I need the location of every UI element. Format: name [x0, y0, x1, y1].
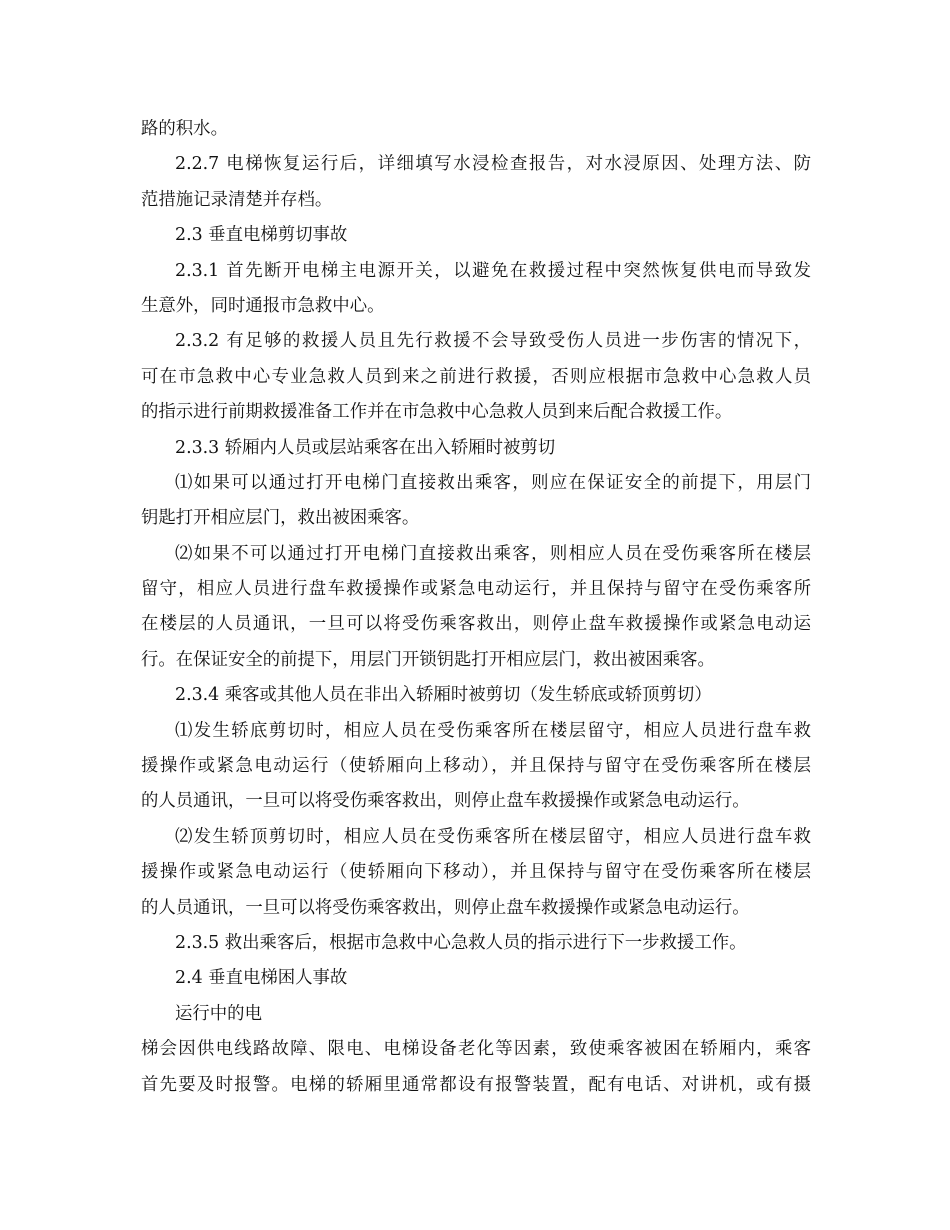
text-line: 在楼层的人员通讯，一旦可以将受伤乘客救出，则停止盘车救援操作或紧急电动运	[141, 614, 811, 635]
text-line: 范措施记录清楚并存档。	[141, 189, 333, 210]
text-line: 2.3.3 轿厢内人员或层站乘客在出入轿厢时被剪切	[175, 437, 556, 458]
text-line: 的人员通讯，一旦可以将受伤乘客救出，则停止盘车救援操作或紧急电动运行。	[141, 791, 750, 812]
text-line: 2.3.1 首先断开电梯主电源开关，以避免在救援过程中突然恢复供电而导致发	[175, 260, 811, 281]
text-line: 援操作或紧急电动运行（使轿厢向上移动），并且保持与留守在受伤乘客所在楼层	[141, 756, 811, 777]
text-line: 可在市急救中心专业急救人员到来之前进行救援，否则应根据市急救中心急救人员	[141, 366, 811, 387]
text-line: 梯会因供电线路故障、限电、电梯设备老化等因素，致使乘客被困在轿厢内，乘客	[141, 1039, 811, 1060]
text-line: 留守，相应人员进行盘车救援操作或紧急电动运行，并且保持与留守在受伤乘客所	[141, 579, 811, 600]
text-line: 2.3.4 乘客或其他人员在非出入轿厢时被剪切（发生轿底或轿顶剪切）	[175, 685, 712, 706]
text-line: 2.3.5 救出乘客后，根据市急救中心急救人员的指示进行下一步救援工作。	[175, 932, 747, 953]
text-line: ⑴发生轿底剪切时，相应人员在受伤乘客所在楼层留守，相应人员进行盘车救	[175, 720, 811, 741]
text-line: 路的积水。	[141, 119, 228, 139]
text-line: 运行中的电	[175, 1003, 262, 1024]
text-line: 钥匙打开相应层门，救出被困乘客。	[141, 508, 420, 529]
text-line: 的人员通讯，一旦可以将受伤乘客救出，则停止盘车救援操作或紧急电动运行。	[141, 897, 750, 918]
text-line: 2.2.7 电梯恢复运行后，详细填写水浸检查报告，对水浸原因、处理方法、防	[175, 154, 811, 175]
text-line: 2.4 垂直电梯困人事故	[175, 968, 348, 989]
text-line: 行。在保证安全的前提下，用层门开锁钥匙打开相应层门，救出被困乘客。	[141, 649, 715, 670]
text-line: ⑵如果不可以通过打开电梯门直接救出乘客，则相应人员在受伤乘客所在楼层	[175, 543, 811, 564]
text-line: 生意外，同时通报市急救中心。	[141, 295, 385, 316]
text-line: 援操作或紧急电动运行（使轿厢向下移动），并且保持与留守在受伤乘客所在楼层	[141, 862, 811, 883]
text-line: 2.3 垂直电梯剪切事故	[175, 225, 348, 246]
text-line: ⑴如果可以通过打开电梯门直接救出乘客，则应在保证安全的前提下，用层门	[175, 472, 811, 493]
text-line: 的指示进行前期救援准备工作并在市急救中心急救人员到来后配合救援工作。	[141, 402, 733, 423]
text-line: 首先要及时报警。电梯的轿厢里通常都设有报警装置，配有电话、对讲机，或有摄	[141, 1074, 811, 1095]
document-body-text	[141, 112, 811, 1103]
text-line: 2.3.2 有足够的救援人员且先行救援不会导致受伤人员进一步伤害的情况下，	[175, 331, 811, 352]
text-line: ⑵发生轿顶剪切时，相应人员在受伤乘客所在楼层留守，相应人员进行盘车救	[175, 826, 811, 847]
